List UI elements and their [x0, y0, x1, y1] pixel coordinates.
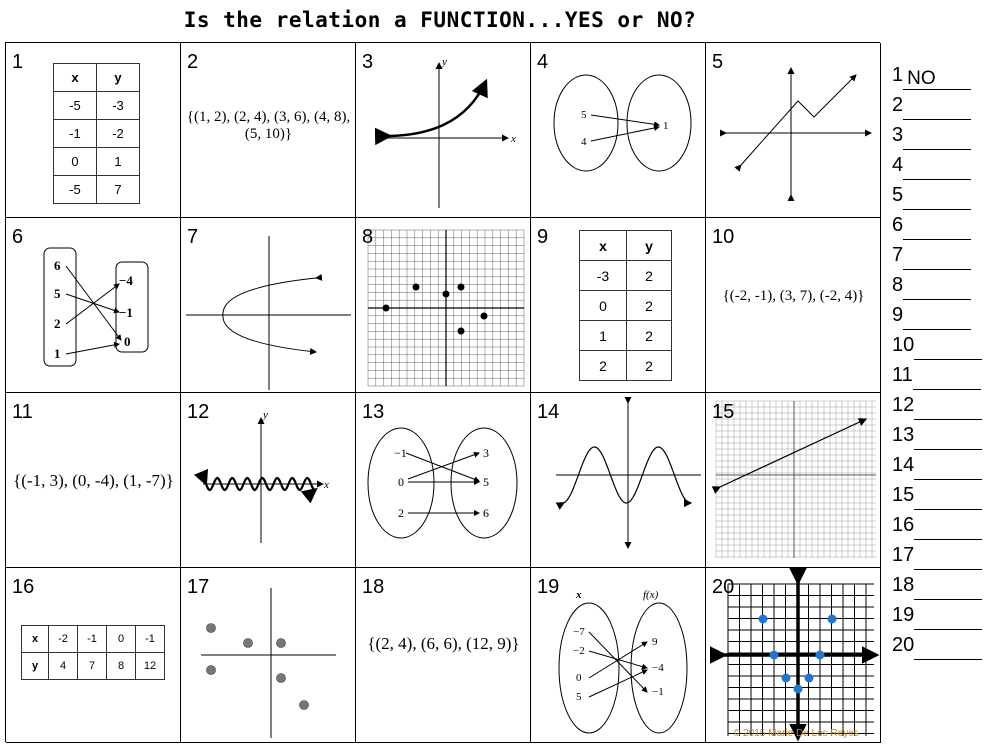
ordered-pair-set: {(-2, -1), (3, 7), (-2, 4)}: [722, 288, 865, 304]
xy-table: [579, 230, 672, 381]
table-cell: -1: [136, 626, 165, 653]
problem-1: [6, 43, 181, 218]
problem-12: [181, 393, 356, 568]
problem-14: [531, 393, 706, 568]
answer-line-18: [892, 570, 997, 600]
answer-blank[interactable]: [914, 429, 982, 450]
mapping-diagram: [6, 218, 181, 393]
table-cell: 0: [107, 626, 136, 653]
domain-label: x: [576, 589, 582, 601]
data-point: [805, 674, 814, 683]
ordered-pair-set: {(1, 2), (2, 4), (3, 6), (4, 8), (5, 10)}: [186, 109, 351, 142]
range-value: −1: [652, 686, 664, 698]
data-point: [782, 674, 791, 683]
problem-number: 7: [187, 226, 199, 248]
piecewise-line-graph: [706, 43, 881, 218]
answer-number: 5: [892, 184, 904, 206]
table-header: y: [627, 231, 672, 261]
problem-19: [531, 568, 706, 743]
answer-number: 11: [892, 364, 913, 386]
answer-blank[interactable]: [914, 399, 982, 420]
problem-number: 1: [12, 51, 24, 73]
answer-number: 4: [892, 154, 904, 176]
domain-value: 5: [581, 109, 587, 121]
domain-value: 5: [54, 286, 61, 301]
answer-blank[interactable]: [903, 159, 971, 180]
data-point: [481, 313, 488, 320]
domain-value: −1: [394, 446, 407, 460]
problem-number: 5: [712, 51, 724, 73]
table-cell: 2: [627, 261, 672, 291]
table-cell: -3: [97, 92, 140, 120]
data-point: [458, 328, 465, 335]
data-point: [383, 305, 390, 312]
answer-blank[interactable]: [914, 609, 982, 630]
answer-blank[interactable]: [903, 249, 971, 270]
problem-number: 4: [537, 51, 549, 73]
x-axis-label: x: [324, 479, 329, 491]
table-cell: 12: [136, 653, 165, 680]
range-value: 5: [483, 475, 489, 489]
answer-line-15: [892, 480, 997, 510]
data-point: [413, 284, 420, 291]
answer-line-7: [892, 240, 997, 270]
problem-20: [706, 568, 881, 743]
domain-value: −2: [573, 645, 585, 657]
curve: [390, 81, 486, 136]
problem-number: 18: [362, 576, 385, 598]
data-point: [816, 651, 825, 660]
table-cell: 2: [627, 351, 672, 381]
answer-line-2: [892, 90, 997, 120]
range-value: −1: [119, 305, 133, 320]
answer-line-11: [892, 360, 997, 390]
table-cell: 4: [49, 653, 78, 680]
range-value: 1: [663, 120, 669, 132]
table-cell: 7: [97, 176, 140, 204]
answer-line-13: [892, 420, 997, 450]
range-oval: [627, 75, 691, 171]
table-header: x: [580, 231, 627, 261]
problem-number: 8: [362, 226, 374, 248]
ordered-pair-set: {(-1, 3), (0, -4), (1, -7)}: [13, 471, 174, 490]
y-axis-label: y: [442, 56, 447, 68]
data-point: [794, 685, 803, 694]
data-point: [207, 666, 216, 675]
problem-5: [706, 43, 881, 218]
worksheet-title: Is the relation a FUNCTION...YES or NO?: [183, 8, 697, 32]
answer-line-14: [892, 450, 997, 480]
answer-line-6: [892, 210, 997, 240]
mapping-arrow: [66, 344, 119, 354]
range-value: 9: [652, 636, 658, 648]
answer-number: 3: [892, 124, 904, 146]
problem-11: [6, 393, 181, 568]
parabola-graph: [181, 218, 356, 393]
range-value: 3: [483, 446, 489, 460]
line: [720, 419, 866, 487]
mapping-diagram: [531, 43, 706, 218]
answer-blank[interactable]: [914, 519, 982, 540]
xy-table: [53, 63, 140, 204]
answer-line-9: [892, 300, 997, 330]
answer-blank[interactable]: [903, 129, 971, 150]
data-point: [759, 615, 768, 624]
answer-line-20: [892, 630, 997, 660]
y-axis-label: y: [263, 409, 268, 421]
table-cell: 2: [627, 291, 672, 321]
problem-number: 17: [187, 576, 210, 598]
problem-grid: [5, 42, 880, 742]
answer-number: 16: [892, 514, 915, 536]
answer-line-10: [892, 330, 997, 360]
table-header: y: [97, 64, 140, 92]
answer-line-17: [892, 540, 997, 570]
table-header: x: [22, 626, 49, 653]
problem-10: [706, 218, 881, 393]
range-value: −4: [119, 273, 133, 288]
problem-number: 14: [537, 401, 560, 423]
data-point: [277, 639, 286, 648]
data-point: [244, 639, 253, 648]
data-point: [443, 291, 450, 298]
answer-number: 1: [892, 64, 904, 86]
table-cell: -5: [54, 176, 97, 204]
data-point: [458, 284, 465, 291]
answer-number: 2: [892, 94, 904, 116]
mapping-arrow: [66, 294, 119, 312]
answer-number: 12: [892, 394, 915, 416]
problem-9: [531, 218, 706, 393]
problem-number: 10: [712, 226, 735, 248]
answer-line-4: [892, 150, 997, 180]
domain-oval: [554, 75, 618, 171]
problem-6: [6, 218, 181, 393]
mapping-arrow: [591, 127, 659, 141]
table-cell: 2: [627, 321, 672, 351]
data-point: [770, 651, 779, 660]
domain-value: 4: [581, 136, 587, 148]
domain-value: 2: [54, 316, 61, 331]
data-point: [300, 701, 309, 710]
range-value: 6: [483, 506, 489, 520]
answer-number: 17: [892, 544, 915, 566]
table-cell: -1: [78, 626, 107, 653]
table-cell: -2: [97, 120, 140, 148]
problem-8: [356, 218, 531, 393]
mapping-arrow: [66, 284, 119, 324]
domain-value: 0: [398, 475, 404, 489]
problem-4: [531, 43, 706, 218]
table-cell: -2: [49, 626, 78, 653]
problem-15: [706, 393, 881, 568]
answer-number: 19: [892, 604, 915, 626]
answer-number: 7: [892, 244, 904, 266]
table-cell: 0: [54, 148, 97, 176]
exponential-graph: [356, 43, 531, 218]
data-point: [828, 615, 837, 624]
answer-column: [892, 60, 997, 660]
problem-number: 12: [187, 401, 210, 423]
domain-value: 1: [54, 346, 61, 361]
domain-value: 5: [576, 691, 582, 703]
answer-line-1: [892, 60, 997, 90]
problem-number: 2: [187, 51, 199, 73]
answer-line-19: [892, 600, 997, 630]
answer-blank[interactable]: [914, 579, 982, 600]
domain-value: 6: [54, 258, 61, 273]
range-label: f(x): [643, 589, 659, 601]
answer-number: 20: [892, 634, 915, 656]
problem-18: [356, 568, 531, 743]
table-cell: 2: [580, 351, 627, 381]
problem-number: 19: [537, 576, 560, 598]
answer-line-8: [892, 270, 997, 300]
problem-2: [181, 43, 356, 218]
answer-blank[interactable]: [914, 639, 982, 660]
copyright-notice: © 2015 Marie De Los Reyes: [733, 728, 859, 739]
table-header: x: [54, 64, 97, 92]
answer-line-5: [892, 180, 997, 210]
problem-7: [181, 218, 356, 393]
problem-13: [356, 393, 531, 568]
xy-table: [21, 625, 165, 680]
problem-number: 16: [12, 576, 35, 598]
answer-blank[interactable]: [903, 219, 971, 240]
ordered-pair-set: {(2, 4), (6, 6), (12, 9)}: [367, 634, 520, 653]
answer-blank[interactable]: [913, 369, 981, 390]
answer-line-16: [892, 510, 997, 540]
mapping-arrow: [408, 453, 479, 479]
table-header: y: [22, 653, 49, 680]
answer-blank[interactable]: [903, 189, 971, 210]
answer-blank[interactable]: [914, 549, 982, 570]
domain-oval: [559, 603, 619, 733]
data-point: [207, 624, 216, 633]
table-cell: 1: [580, 321, 627, 351]
problem-number: 20: [712, 576, 735, 598]
answer-number: 8: [892, 274, 904, 296]
problem-3: [356, 43, 531, 218]
answer-blank[interactable]: [914, 489, 982, 510]
data-point: [277, 674, 286, 683]
answer-blank[interactable]: NO: [903, 69, 971, 90]
range-value: 0: [124, 334, 131, 349]
problem-number: 9: [537, 226, 549, 248]
domain-value: 2: [398, 506, 404, 520]
answer-number: 18: [892, 574, 915, 596]
answer-number: 9: [892, 304, 904, 326]
answer-line-3: [892, 120, 997, 150]
table-cell: -1: [54, 120, 97, 148]
answer-number: 14: [892, 454, 915, 476]
answer-number: 10: [892, 334, 915, 356]
mapping-arrow: [591, 115, 659, 125]
problem-number: 13: [362, 401, 385, 423]
answer-line-12: [892, 390, 997, 420]
table-cell: 7: [78, 653, 107, 680]
problem-number: 15: [712, 401, 735, 423]
answer-number: 13: [892, 424, 915, 446]
problem-number: 6: [12, 226, 24, 248]
range-value: −4: [652, 662, 664, 674]
domain-value: −7: [573, 626, 585, 638]
table-cell: 8: [107, 653, 136, 680]
x-axis-label: x: [511, 133, 516, 145]
problem-16: [6, 568, 181, 743]
table-cell: 0: [580, 291, 627, 321]
problem-number: 3: [362, 51, 374, 73]
answer-number: 6: [892, 214, 904, 236]
problem-number: 11: [12, 401, 33, 423]
table-cell: 1: [97, 148, 140, 176]
answer-blank[interactable]: [914, 339, 982, 360]
problem-17: [181, 568, 356, 743]
answer-blank[interactable]: [903, 99, 971, 120]
domain-value: 0: [576, 672, 582, 684]
answer-blank[interactable]: [903, 309, 971, 330]
table-cell: -3: [580, 261, 627, 291]
line-graph: [741, 75, 856, 165]
answer-blank[interactable]: [914, 459, 982, 480]
answer-blank[interactable]: [903, 279, 971, 300]
answer-number: 15: [892, 484, 915, 506]
scatter-grid: [356, 218, 531, 393]
table-cell: -5: [54, 92, 97, 120]
